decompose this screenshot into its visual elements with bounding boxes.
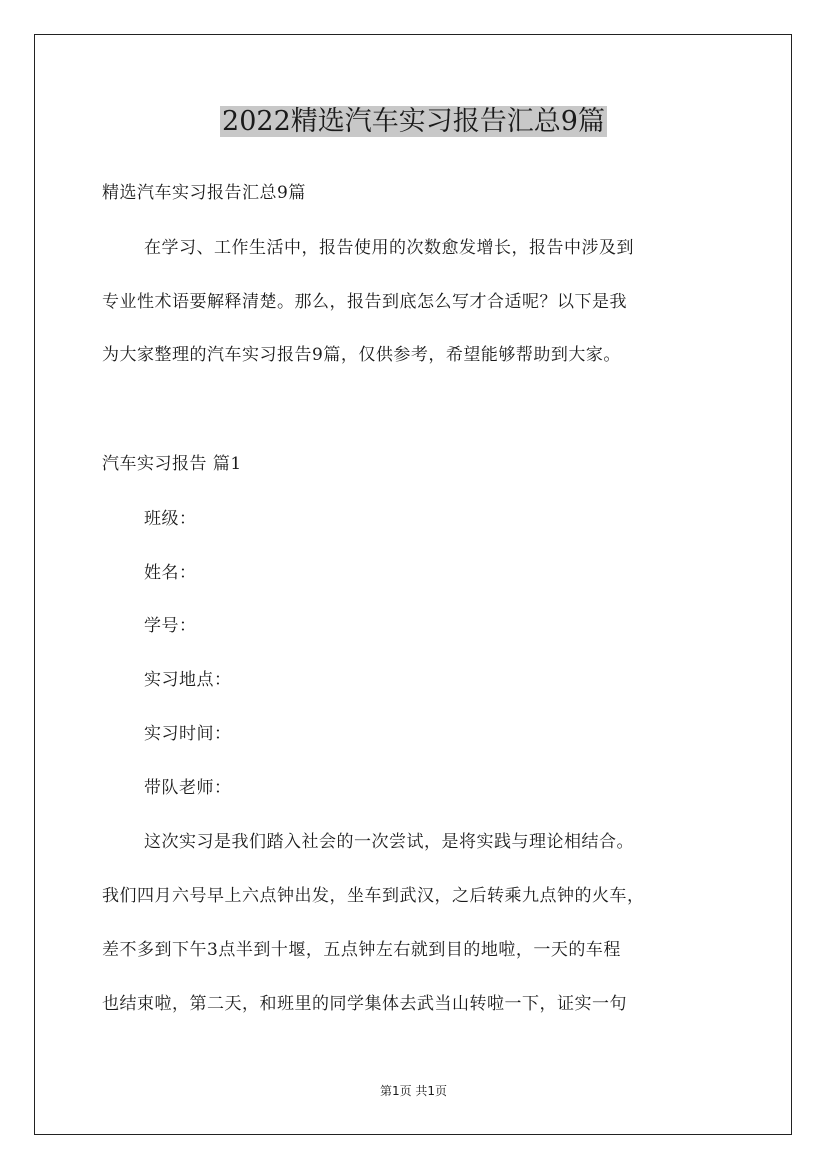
time-field-label: 实习时间： <box>144 724 232 744</box>
intro-line: 为大家整理的汽车实习报告9篇，仅供参考，希望能够帮助到大家。 <box>102 345 621 365</box>
page-number: 第1页 共1页 <box>379 1084 448 1098</box>
section-heading: 汽车实习报告 篇1 <box>102 454 242 474</box>
location-field-label: 实习地点： <box>144 670 232 690</box>
document-title-text: 2022精选汽车实习报告汇总9篇 <box>222 106 605 137</box>
teacher-field-label: 带队老师： <box>144 778 232 798</box>
class-field-label: 班级： <box>144 509 197 529</box>
name-field-label: 姓名： <box>144 563 197 583</box>
document-subtitle: 精选汽车实习报告汇总9篇 <box>102 183 306 203</box>
intro-line: 专业性术语要解释清楚。那么，报告到底怎么写才合适呢？以下是我 <box>102 292 627 312</box>
page-footer <box>0 1082 827 1100</box>
body-line: 差不多到下午3点半到十堰，五点钟左右就到目的地啦，一天的车程 <box>102 940 621 960</box>
student-id-field-label: 学号： <box>144 616 197 636</box>
document-title <box>0 102 827 142</box>
intro-line: 在学习、工作生活中，报告使用的次数愈发增长，报告中涉及到 <box>144 238 634 258</box>
body-line: 也结束啦，第二天，和班里的同学集体去武当山转啦一下，证实一句 <box>102 994 627 1014</box>
body-line: 这次实习是我们踏入社会的一次尝试，是将实践与理论相结合。 <box>144 832 634 852</box>
body-line: 我们四月六号早上六点钟出发，坐车到武汉，之后转乘九点钟的火车， <box>102 886 645 906</box>
